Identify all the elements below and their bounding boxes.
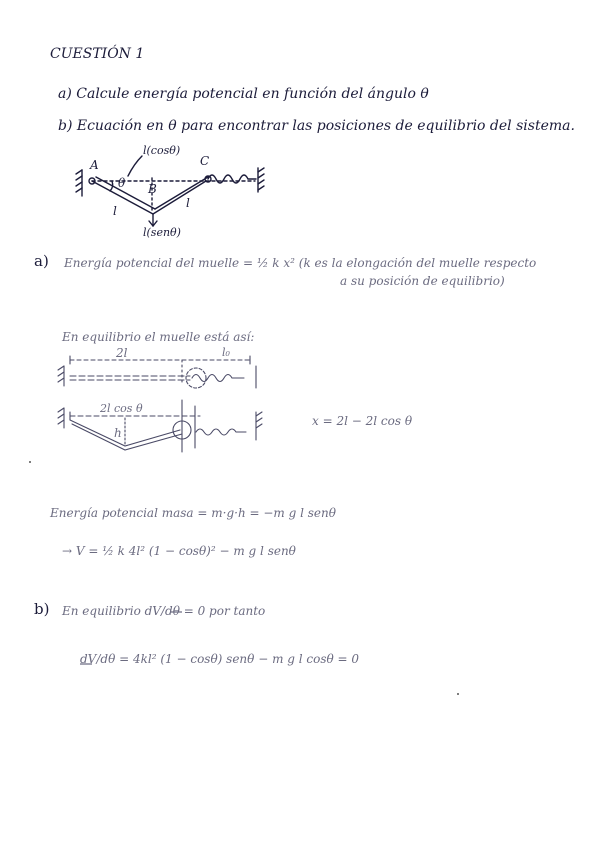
label-2lcos: 2l cos θ <box>100 402 143 415</box>
equation-x: x = 2l − 2l cos θ <box>312 414 413 428</box>
answer-a-line2: a su posición de equilibrio) <box>340 274 505 288</box>
label-point-a: A <box>90 158 99 172</box>
question-b: b) Ecuación en θ para encontrar las posiciones de equilibrio del sistema. <box>58 118 575 134</box>
label-force-top: l(cosθ) <box>143 144 181 157</box>
answer-a-line1: Energía potencial del muelle = ½ k x² (k es la elongación del muelle respecto <box>64 256 537 270</box>
label-l-right: l <box>186 196 190 210</box>
answer-a-label: a) <box>34 252 49 270</box>
label-2l: 2l <box>116 346 128 360</box>
answer-b-label: b) <box>34 600 50 618</box>
label-theta: θ <box>118 176 126 190</box>
energy-line1: Energía potencial masa = m·g·h = −m g l senθ <box>50 506 336 520</box>
page-title: CUESTIÓN 1 <box>50 46 145 62</box>
answer-b-line2: dV/dθ = 4kl² (1 − cosθ) senθ − m g l cosθ = 0 <box>80 652 360 666</box>
label-h: h <box>114 426 122 440</box>
answer-b-line1: En equilibrio dV/dθ = 0 por tanto <box>62 604 266 618</box>
label-point-c: C <box>200 154 210 168</box>
label-point-b: B <box>148 182 157 196</box>
question-a: a) Calcule energía potencial en función del ángulo θ <box>58 86 429 102</box>
label-force-bottom: l(senθ) <box>143 226 181 239</box>
label-l-left: l <box>113 204 117 218</box>
label-l0: l₀ <box>222 346 230 359</box>
figure2-caption: En equilibrio el muelle está así: <box>62 330 255 344</box>
energy-line2: → V = ½ k 4l² (1 − cosθ)² − m g l senθ <box>62 544 296 558</box>
